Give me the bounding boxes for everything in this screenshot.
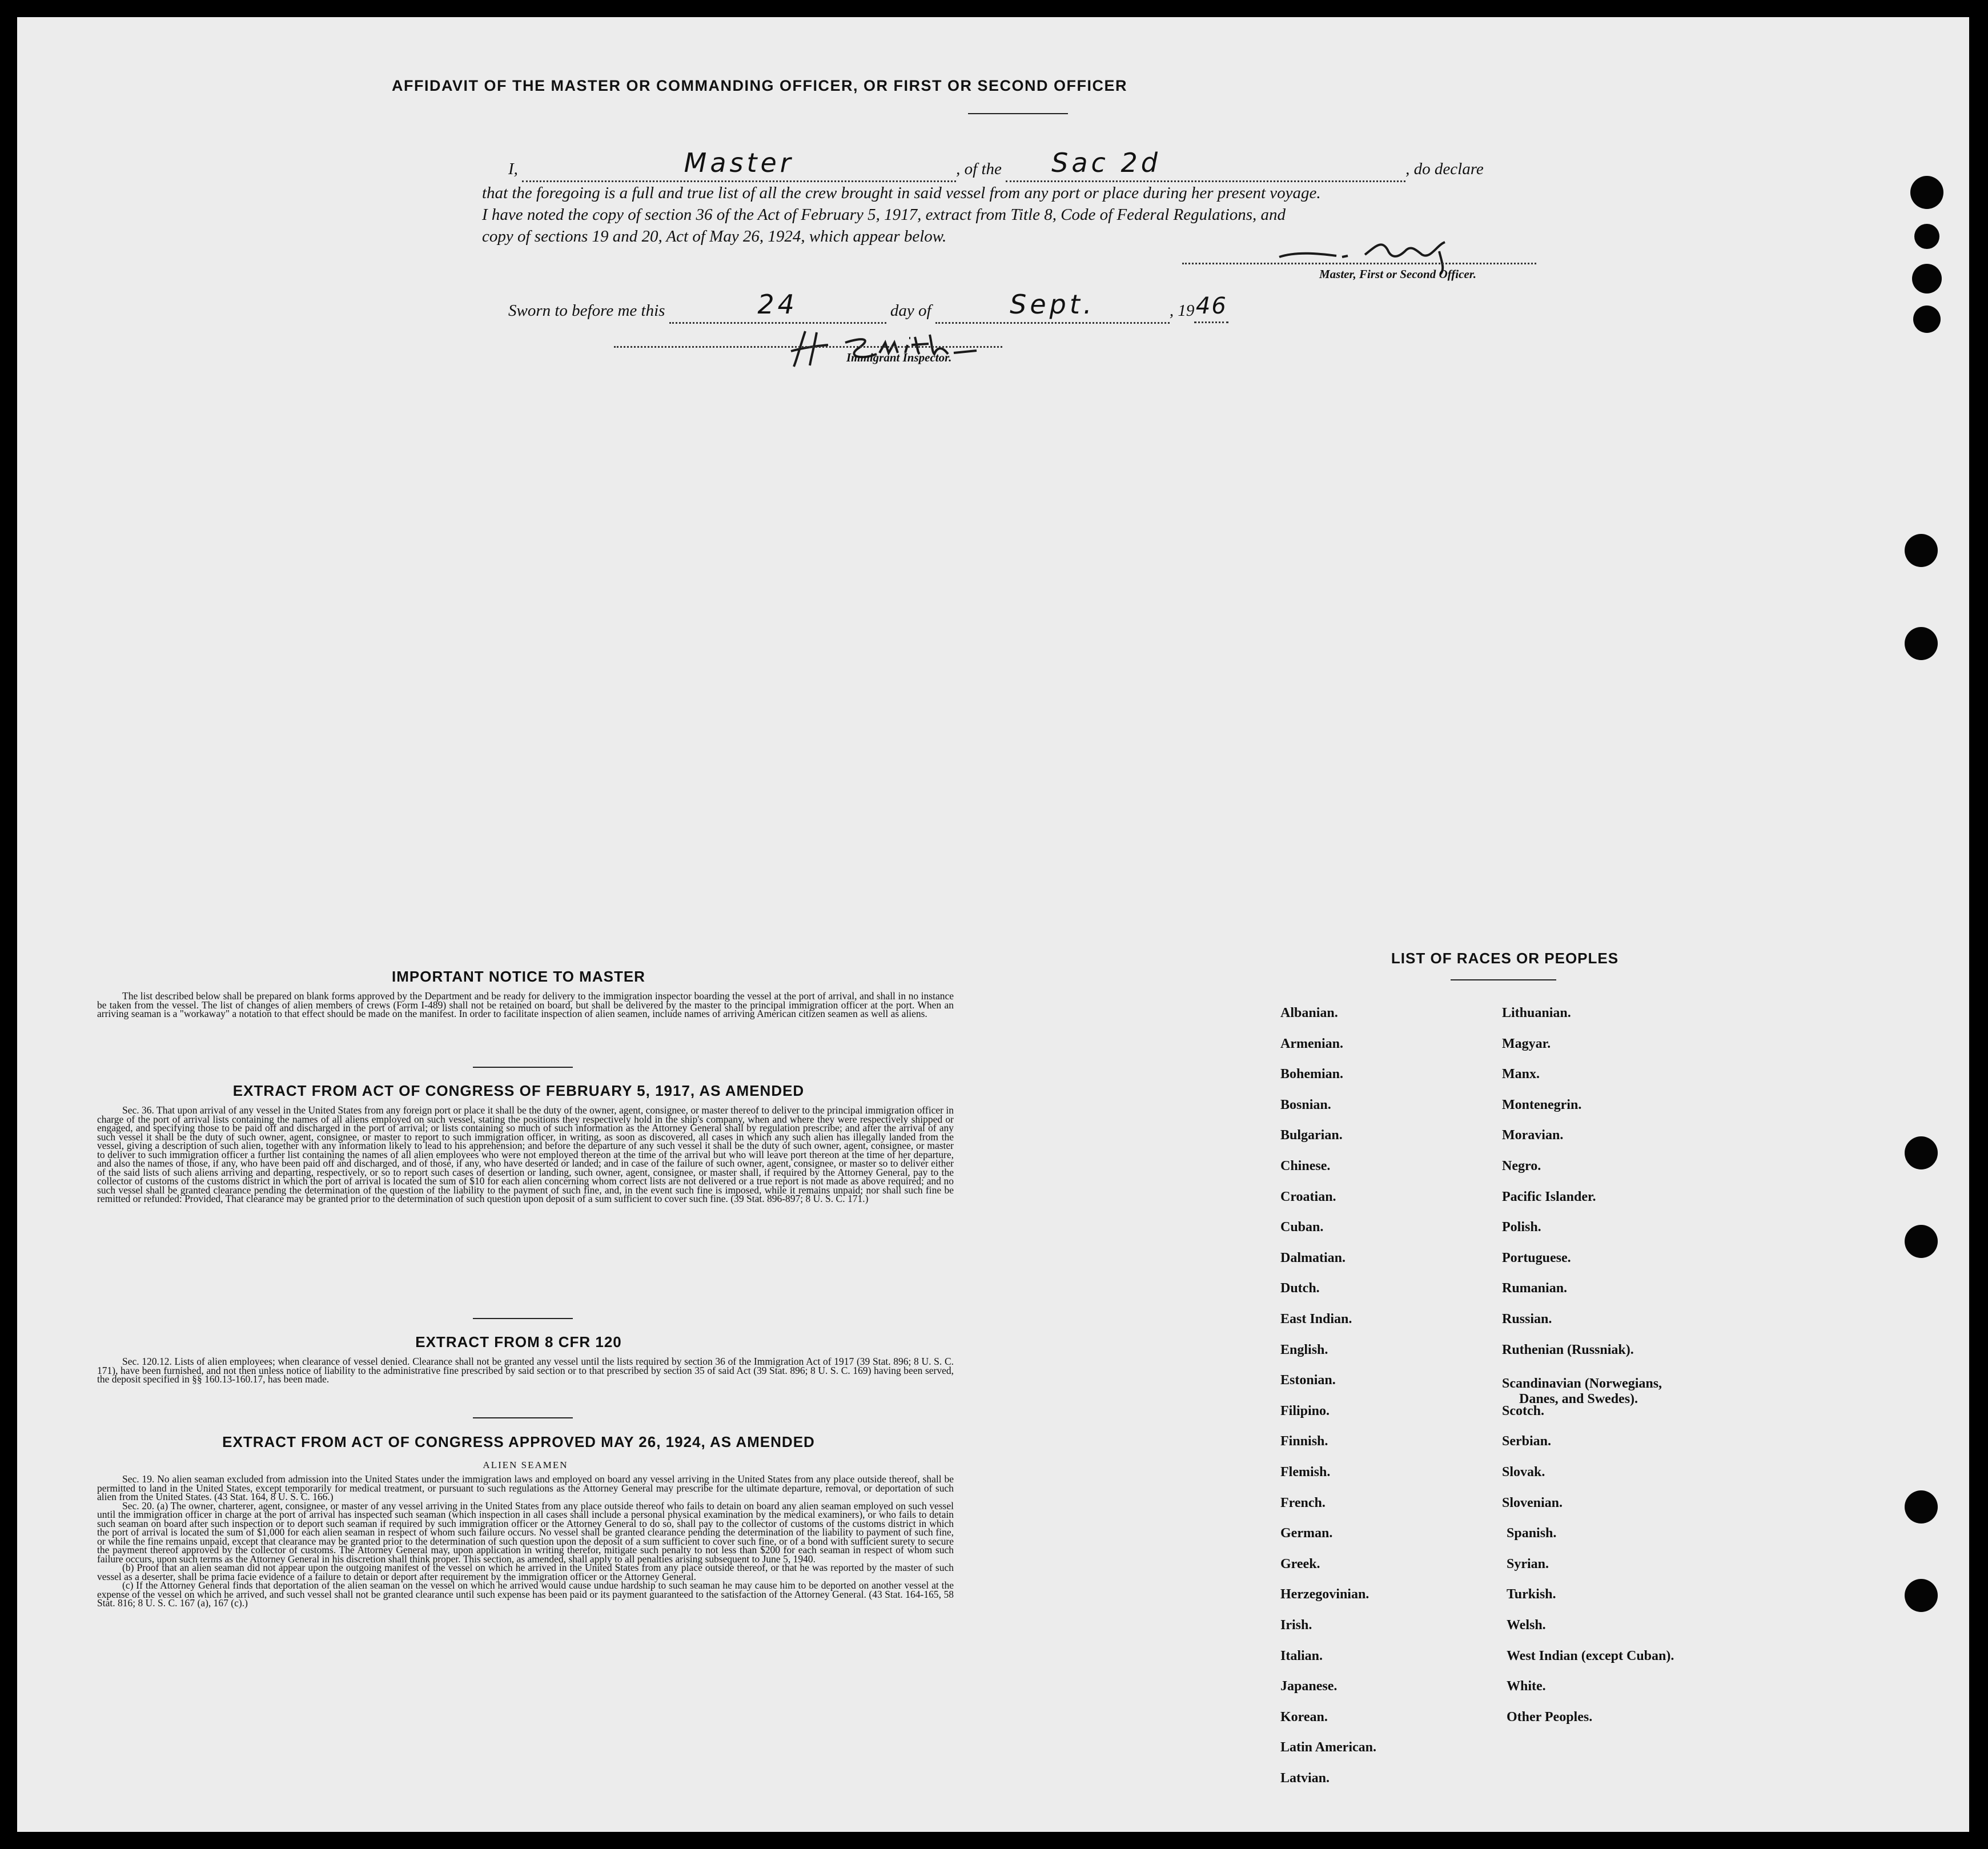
title-rule: [968, 113, 1068, 114]
race-item: Italian.: [1280, 1648, 1323, 1663]
sworn-day-field: [669, 291, 886, 324]
section-20a-paragraph: Sec. 20. (a) The owner, charterer, agent, consignee, or master of any vessel arriving in the United States from any place outside thereof who fails to detain on board any alien seaman employed on such vessel until the immigration officer in charge at the port of arrival has inspected such seaman (which inspection in all cases shall include a personal physical examination by the medical examiners), or who fails to detain such seaman on board after such inspection or to deport such seaman if required by such immigration officer or the Attorney General to do so, shall pay to the collector of customs of the customs district in which the port of arrival is located the sum of $1,000 for each alien seaman in respect of whom such failure occurs. No vessel shall be granted clearance pending the determination of the liability to payment of such fine, or while the fine remains unpaid, except that clearance may be granted prior to the determination of such question upon the deposit of a sum sufficient to cover such fine, or of a bond with sufficient surety to secure the payment thereof approved by the collector of customs. The Attorney General may, upon application in writing therefor, mitigate such penalty to not less than $200 for each seaman in respect of whom such failure occurs, upon such terms as the Attorney General in his discretion shall think proper. This section, as amended, shall apply to all penalties arising subsequent to June 5, 1940.: [97, 1500, 954, 1565]
binder-hole: [1905, 627, 1938, 660]
race-item: Scandinavian (Norwegians,: [1502, 1376, 1662, 1392]
sworn-line: [508, 291, 1228, 324]
of-the-label: , of the: [956, 160, 1002, 178]
sworn-label: Sworn to before me this: [508, 302, 665, 320]
race-item: Armenian.: [1280, 1036, 1343, 1051]
race-item: Latin American.: [1280, 1740, 1376, 1755]
inspector-signature-line: [614, 346, 1002, 348]
race-item: Other Peoples.: [1507, 1709, 1593, 1725]
divider: [473, 1067, 573, 1068]
binder-hole: [1905, 534, 1938, 567]
race-item: Lithuanian.: [1502, 1006, 1571, 1020]
races-title: LIST OF RACES OR PEOPLES: [1391, 950, 1619, 967]
declaration-line-1: [508, 147, 1484, 182]
race-item: Danes, and Swedes).: [1519, 1392, 1638, 1407]
extract-1924-text: [97, 1475, 954, 1608]
notice-title: IMPORTANT NOTICE TO MASTER: [392, 968, 645, 985]
binder-hole: [1905, 1225, 1938, 1258]
section-20b-paragraph: (b) Proof that an alien seaman did not appear upon the outgoing manifest of the vessel on which he arrived in the United States from any place outside thereof, or that he was reported by the master of such vessel as a deserter, shall be prima facie evidence of a failure to detain or deport after requirement by the immigration officer or the Attorney General.: [97, 1562, 954, 1582]
alien-seamen-subtitle: ALIEN SEAMEN: [483, 1460, 568, 1470]
race-item: Greek.: [1280, 1556, 1320, 1571]
binder-hole: [1914, 224, 1939, 249]
race-item: Irish.: [1280, 1618, 1312, 1633]
race-item: Dutch.: [1280, 1281, 1320, 1296]
section-19-paragraph: Sec. 19. No alien seaman excluded from admission into the United States under the immigration laws and employed on board any vessel arriving in the United States from any place outside thereof, shall be permitted to land in the United States, except temporarily for medical treatment, or pursuant to such regulations as the Attorney General may prescribe for the ultimate departure, removal, or deportation of such alien from the United States. (43 Stat. 164, 8 U. S. C. 166.): [97, 1473, 954, 1502]
race-item: English.: [1280, 1342, 1328, 1357]
race-item: Cuban.: [1280, 1220, 1324, 1235]
declarant-name-field: [522, 147, 956, 182]
race-item: Japanese.: [1280, 1679, 1338, 1694]
race-item: Finnish.: [1280, 1434, 1328, 1449]
race-item: Korean.: [1280, 1709, 1328, 1725]
race-item: Bosnian.: [1280, 1097, 1331, 1112]
race-item: Moravian.: [1502, 1128, 1564, 1143]
officer-caption: Master, First or Second Officer.: [1319, 267, 1476, 281]
race-item: Portuguese.: [1502, 1250, 1571, 1265]
race-item: Pacific Islander.: [1502, 1189, 1596, 1204]
do-declare-label: , do declare: [1405, 160, 1484, 178]
year-field: [1194, 295, 1228, 323]
race-item: White.: [1507, 1679, 1546, 1694]
divider: [473, 1318, 573, 1319]
race-item: Syrian.: [1507, 1556, 1549, 1571]
race-item: Slovak.: [1502, 1465, 1545, 1480]
inspector-caption: Immigrant Inspector.: [846, 351, 952, 364]
extract-1924-title: EXTRACT FROM ACT OF CONGRESS APPROVED MAY 26, 1924, AS AMENDED: [222, 1433, 815, 1450]
race-item: German.: [1280, 1526, 1333, 1541]
race-item: Flemish.: [1280, 1465, 1331, 1480]
race-item: Ruthenian (Russniak).: [1502, 1342, 1634, 1357]
declaration-line-4: copy of sections 19 and 20, Act of May 26, 1924, which appear below.: [482, 227, 947, 246]
race-item: Slovenian.: [1502, 1495, 1563, 1510]
binder-hole: [1905, 1136, 1938, 1169]
sworn-month: Sept.: [1010, 289, 1095, 320]
day-of-label: day of: [890, 302, 931, 320]
race-item: Russian.: [1502, 1312, 1552, 1327]
document-page: [17, 17, 1969, 1832]
vessel-name: Sac 2d: [1051, 147, 1161, 178]
affidavit-title: AFFIDAVIT OF THE MASTER OR COMMANDING OFFICER, OR FIRST OR SECOND OFFICER: [392, 77, 1127, 94]
master-signature-line: [1182, 263, 1536, 264]
binder-hole: [1905, 1579, 1938, 1612]
race-item: Scotch.: [1502, 1403, 1544, 1418]
race-item: French.: [1280, 1495, 1326, 1510]
vessel-name-field: [1006, 147, 1405, 182]
race-item: Chinese.: [1280, 1159, 1331, 1173]
declaration-i: I,: [508, 160, 518, 178]
race-item: Bulgarian.: [1280, 1128, 1343, 1143]
extract-1917-paragraph: Sec. 36. That upon arrival of any vessel in the United States from any foreign port or place it shall be the duty of the owner, agent, consignee, or master thereof to deliver to the principal immigration officer in charge of the port of arrival lists containing the names of all aliens employed on such vessel, stating the positions they respectively hold in the ship's company, when and where they were respectively shipped or engaged, and specifying those to be paid off and discharged in the port of arrival; or lists containing so much of such information as the Attorney General shall by regulation prescribe; and after the arrival of any such vessel it shall be the duty of such owner, agent, consignee, or master to report to such immigration officer, in writing, as soon as discovered, all cases in which any such alien has illegally landed from the vessel, giving a description of such alien, together with any information likely to lead to his apprehension; and before the departure of any such vessel it shall be the duty of such owner, agent, consignee, or master to deliver to such immigration officer a further list containing the names of all alien employees who were not employed thereon at the time of the arrival but who will leave port thereon at the time of her departure, and also the names of those, if any, who have been paid off and discharged, and of those, if any, who have deserted or landed; and in case of the failure of such owner, agent, consignee, or master so to deliver either of the said lists of such aliens arriving and departing, respectively, or so to report such cases of desertion or landing, such owner, agent, consignee, or master shall, if required by the Attorney General, pay to the collector of customs of the customs district in which the port of arrival is located the sum of $10 for each alien concerning whom correct lists are not delivered or a true report is not made as above required; and no such vessel shall be granted clearance pending the determination of the question of the liability to the payment of such fine, and, in the event such fine is imposed, while it remains unpaid; nor shall such fine be remitted or refunded: Provided, That clearance may be granted prior to the determination of such question upon deposit of a sum sufficient to cover such fine. (39 Stat. 896-897; 8 U. S. C. 171.): [97, 1104, 954, 1204]
declarant-name: Master: [684, 147, 794, 178]
binder-hole: [1912, 264, 1942, 294]
extract-cfr-paragraph: Sec. 120.12. Lists of alien employees; when clearance of vessel denied. Clearance shall not be granted any vessel until the lists required by section 36 of the Immigration Act of 1917 (39 Stat. 896; 8 U. S. C. 171), have been furnished, and not then unless notice of liability to the administrative fine prescribed by said section or to that prescribed by section 35 of said Act (39 Stat. 896; 8 U. S. C. 169) having been served, the deposit specified in §§ 160.13-160.17, has been made.: [97, 1356, 954, 1385]
extract-1917-title: EXTRACT FROM ACT OF CONGRESS OF FEBRUARY 5, 1917, AS AMENDED: [232, 1082, 805, 1099]
binder-hole: [1905, 1490, 1938, 1524]
races-title-rule: [1451, 979, 1556, 980]
race-item: Filipino.: [1280, 1403, 1330, 1418]
race-item: Bohemian.: [1280, 1067, 1344, 1082]
race-item: Croatian.: [1280, 1189, 1336, 1204]
race-item: Latvian.: [1280, 1771, 1330, 1786]
extract-1917-text: [97, 1106, 954, 1204]
race-item: Albanian.: [1280, 1006, 1338, 1020]
declaration-line-3: I have noted the copy of section 36 of the Act of February 5, 1917, extract from Title 8, Code of Federal Regulations, and: [482, 206, 1286, 224]
race-item: Spanish.: [1507, 1526, 1557, 1541]
binder-hole: [1913, 306, 1941, 333]
extract-cfr-title: EXTRACT FROM 8 CFR 120: [415, 1333, 622, 1350]
notice-text: [97, 992, 954, 1019]
race-item: East Indian.: [1280, 1312, 1352, 1327]
race-item: Negro.: [1502, 1159, 1541, 1173]
divider: [473, 1417, 573, 1418]
section-20c-paragraph: (c) If the Attorney General finds that deportation of the alien seaman on the vessel on which he arrived would cause undue hardship to such seaman he may cause him to be deported on another vessel at the expense of the vessel on which he arrived, and such vessel shall not be granted clearance until such expense has been paid or its payment guaranteed to the satisfaction of the Attorney General. (43 Stat. 164-165, 58 Stat. 816; 8 U. S. C. 167 (a), 167 (c).): [97, 1579, 954, 1609]
race-item: Dalmatian.: [1280, 1250, 1346, 1265]
race-item: Manx.: [1502, 1067, 1540, 1082]
race-item: Turkish.: [1507, 1587, 1556, 1602]
race-item: Rumanian.: [1502, 1281, 1568, 1296]
year-prefix: , 19: [1169, 302, 1195, 320]
notice-paragraph: The list described below shall be prepared on blank forms approved by the Department and be ready for delivery to the immigration inspector boarding the vessel at the port of arrival, and shall in no instance be taken from the vessel. The list of changes of alien members of crews (Form I-489) shall not be retained on board, but shall be delivered by the master to the principal immigration officer at the port. When an arriving seaman is a "workaway" a notation to that effect should be made on the manifest. In order to facilitate inspection of alien seamen, include names of arriving American citizen seamen as well as aliens.: [97, 990, 954, 1019]
race-item: Welsh.: [1507, 1618, 1546, 1633]
sworn-year: 46: [1195, 293, 1227, 319]
race-item: Magyar.: [1502, 1036, 1551, 1051]
race-item: Polish.: [1502, 1220, 1541, 1235]
binder-hole: [1910, 176, 1943, 209]
extract-cfr-text: [97, 1357, 954, 1384]
race-item: West Indian (except Cuban).: [1507, 1648, 1674, 1663]
sworn-day: 24: [757, 289, 798, 320]
race-item: Montenegrin.: [1502, 1097, 1582, 1112]
sworn-month-field: [935, 291, 1170, 324]
race-item: Serbian.: [1502, 1434, 1552, 1449]
race-item: Herzegovinian.: [1280, 1587, 1369, 1602]
declaration-line-2: that the foregoing is a full and true list of all the crew brought in said vessel from any port or place during her present voyage.: [482, 184, 1321, 202]
race-item: Estonian.: [1280, 1373, 1336, 1388]
